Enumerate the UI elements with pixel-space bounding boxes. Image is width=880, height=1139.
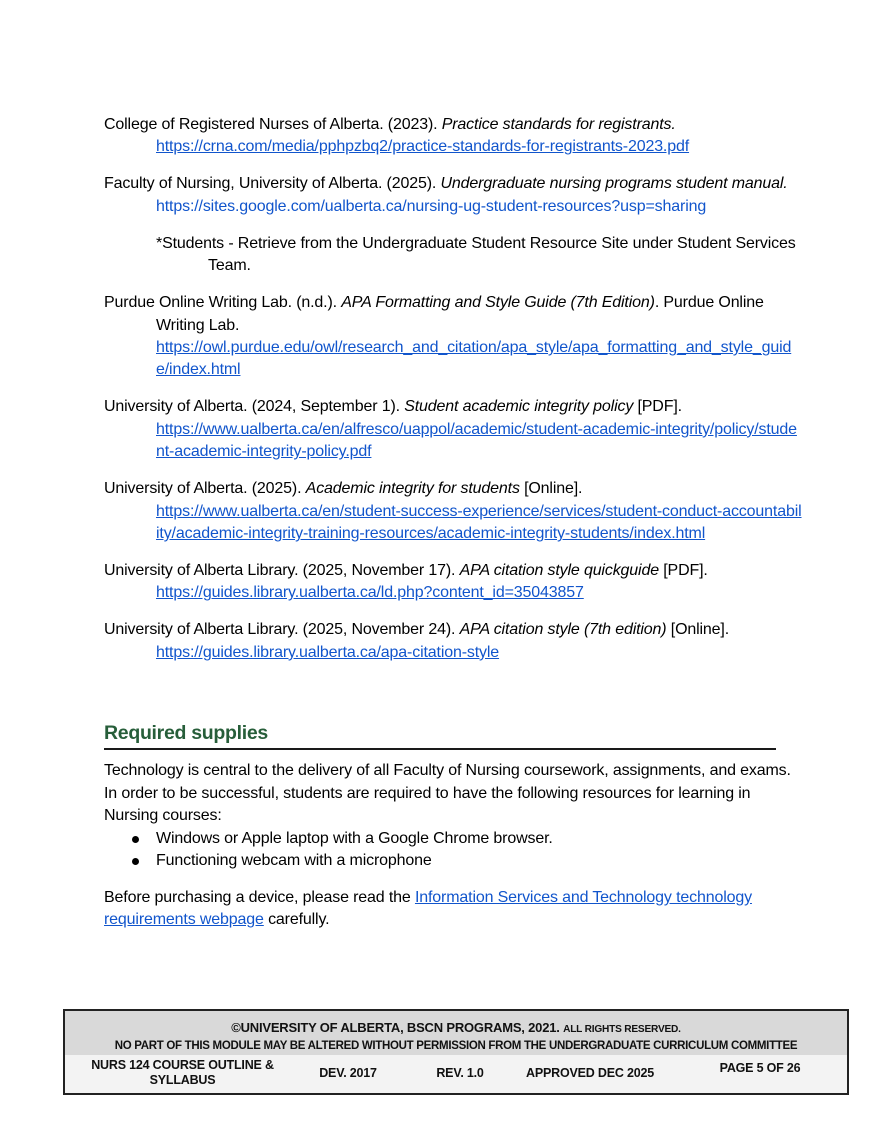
- list-item: [104, 850, 804, 872]
- reference-entry: [104, 619, 804, 664]
- reference-link[interactable]: https://www.ualberta.ca/en/alfresco/uappol/academic/student-academic-integrity/policy/student-academic-integrity-policy.pdf: [156, 420, 797, 461]
- section-closing: [104, 887, 804, 932]
- reference-author: Purdue Online Writing Lab. (n.d.).: [104, 294, 342, 312]
- copyright-text: ©UNIVERSITY OF ALBERTA, BSCN PROGRAMS, 2021.: [231, 1020, 564, 1035]
- reference-suffix: [Online].: [519, 480, 583, 498]
- section-intro: Technology is central to the delivery of all Faculty of Nursing coursework, assignments, and exams. In order to be successful, students are required to have the following resources for learning in Nursing courses:: [104, 762, 791, 825]
- list-item-text: Functioning webcam with a microphone: [156, 851, 432, 869]
- list-item-text: Windows or Apple laptop with a Google Chrome browser.: [156, 829, 553, 847]
- reference-suffix: [PDF].: [658, 562, 708, 580]
- reference-title: Undergraduate nursing programs student manual.: [440, 175, 788, 193]
- reference-suffix: [Online].: [666, 621, 730, 639]
- section-heading: Required supplies: [104, 720, 776, 750]
- bullet-icon: [132, 858, 139, 865]
- page-content: [104, 114, 804, 932]
- list-item: [104, 828, 804, 850]
- footer-dev: DEV. 2017: [319, 1066, 377, 1080]
- reference-suffix: [PDF].: [633, 398, 682, 416]
- reference-entry: [104, 173, 804, 218]
- reference-note: *Students - Retrieve from the Undergraduate Student Resource Site under Student Services Team.: [156, 234, 796, 275]
- footer-copyright: [65, 1011, 847, 1038]
- reference-title: APA Formatting and Style Guide (7th Edition): [341, 294, 655, 312]
- reference-title: APA citation style (7th edition): [459, 621, 667, 639]
- footer-rev: REV. 1.0: [436, 1066, 484, 1080]
- reference-link[interactable]: https://guides.library.ualberta.ca/ld.php?content_id=35043857: [156, 584, 584, 602]
- reference-title: APA citation style quickguide: [459, 562, 659, 580]
- requirements-list: [104, 828, 804, 873]
- footer-approved: APPROVED DEC 2025: [526, 1066, 654, 1080]
- reference-title: Academic integrity for students: [305, 480, 520, 498]
- page-footer: [63, 1009, 849, 1095]
- reference-link[interactable]: https://guides.library.ualberta.ca/apa-citation-style: [156, 643, 500, 661]
- reference-title: Practice standards for registrants.: [441, 116, 676, 133]
- reference-author: University of Alberta. (2024, September 1).: [104, 398, 405, 416]
- reference-entry: [104, 478, 804, 545]
- closing-text: Before purchasing a device, please read the: [104, 888, 415, 906]
- reference-link[interactable]: https://crna.com/media/pphpzbq2/practice-standards-for-registrants-2023.pdf: [156, 138, 690, 156]
- closing-text-end: carefully.: [263, 911, 330, 929]
- reference-link[interactable]: https://sites.google.com/ualberta.ca/nursing-ug-student-resources?usp=sharing: [156, 197, 707, 215]
- reference-author: College of Registered Nurses of Alberta. (2023).: [104, 116, 442, 133]
- footer-page-number: PAGE 5 OF 26: [719, 1061, 801, 1075]
- footer-course: NURS 124 COURSE OUTLINE & SYLLABUS: [91, 1058, 274, 1087]
- bullet-icon: [132, 836, 139, 843]
- reference-entry: [104, 396, 804, 463]
- reference-entry: [104, 292, 804, 382]
- footer-info-row: [65, 1055, 847, 1093]
- footer-notice: NO PART OF THIS MODULE MAY BE ALTERED WITHOUT PERMISSION FROM THE UNDERGRADUATE CURRICULUM COMMITTEE: [114, 1040, 798, 1052]
- reference-author: University of Alberta Library. (2025, November 17).: [104, 562, 460, 580]
- reference-suffix: . Purdue Online Writing Lab.: [156, 294, 764, 334]
- reference-link[interactable]: https://www.ualberta.ca/en/student-success-experience/services/student-conduct-accountability/academic-integrity-training-resources/academic-integrity-students/index.html: [156, 502, 802, 543]
- reference-link[interactable]: https://owl.purdue.edu/owl/research_and_citation/apa_style/apa_formatting_and_style_guide/index.html: [156, 339, 792, 379]
- reference-entry: [104, 114, 804, 159]
- ist-requirements-link[interactable]: Information Services and Technology technology requirements webpage: [104, 888, 752, 929]
- reference-title: Student academic integrity policy: [404, 398, 634, 416]
- footer-copyright-band: [65, 1011, 847, 1055]
- rights-reserved-text: ALL RIGHTS RESERVED.: [563, 1024, 681, 1035]
- reference-entry: [104, 560, 804, 605]
- reference-author: University of Alberta. (2025).: [104, 480, 306, 498]
- reference-author: University of Alberta Library. (2025, November 24).: [104, 621, 460, 639]
- reference-author: Faculty of Nursing, University of Alberta. (2025).: [104, 175, 441, 193]
